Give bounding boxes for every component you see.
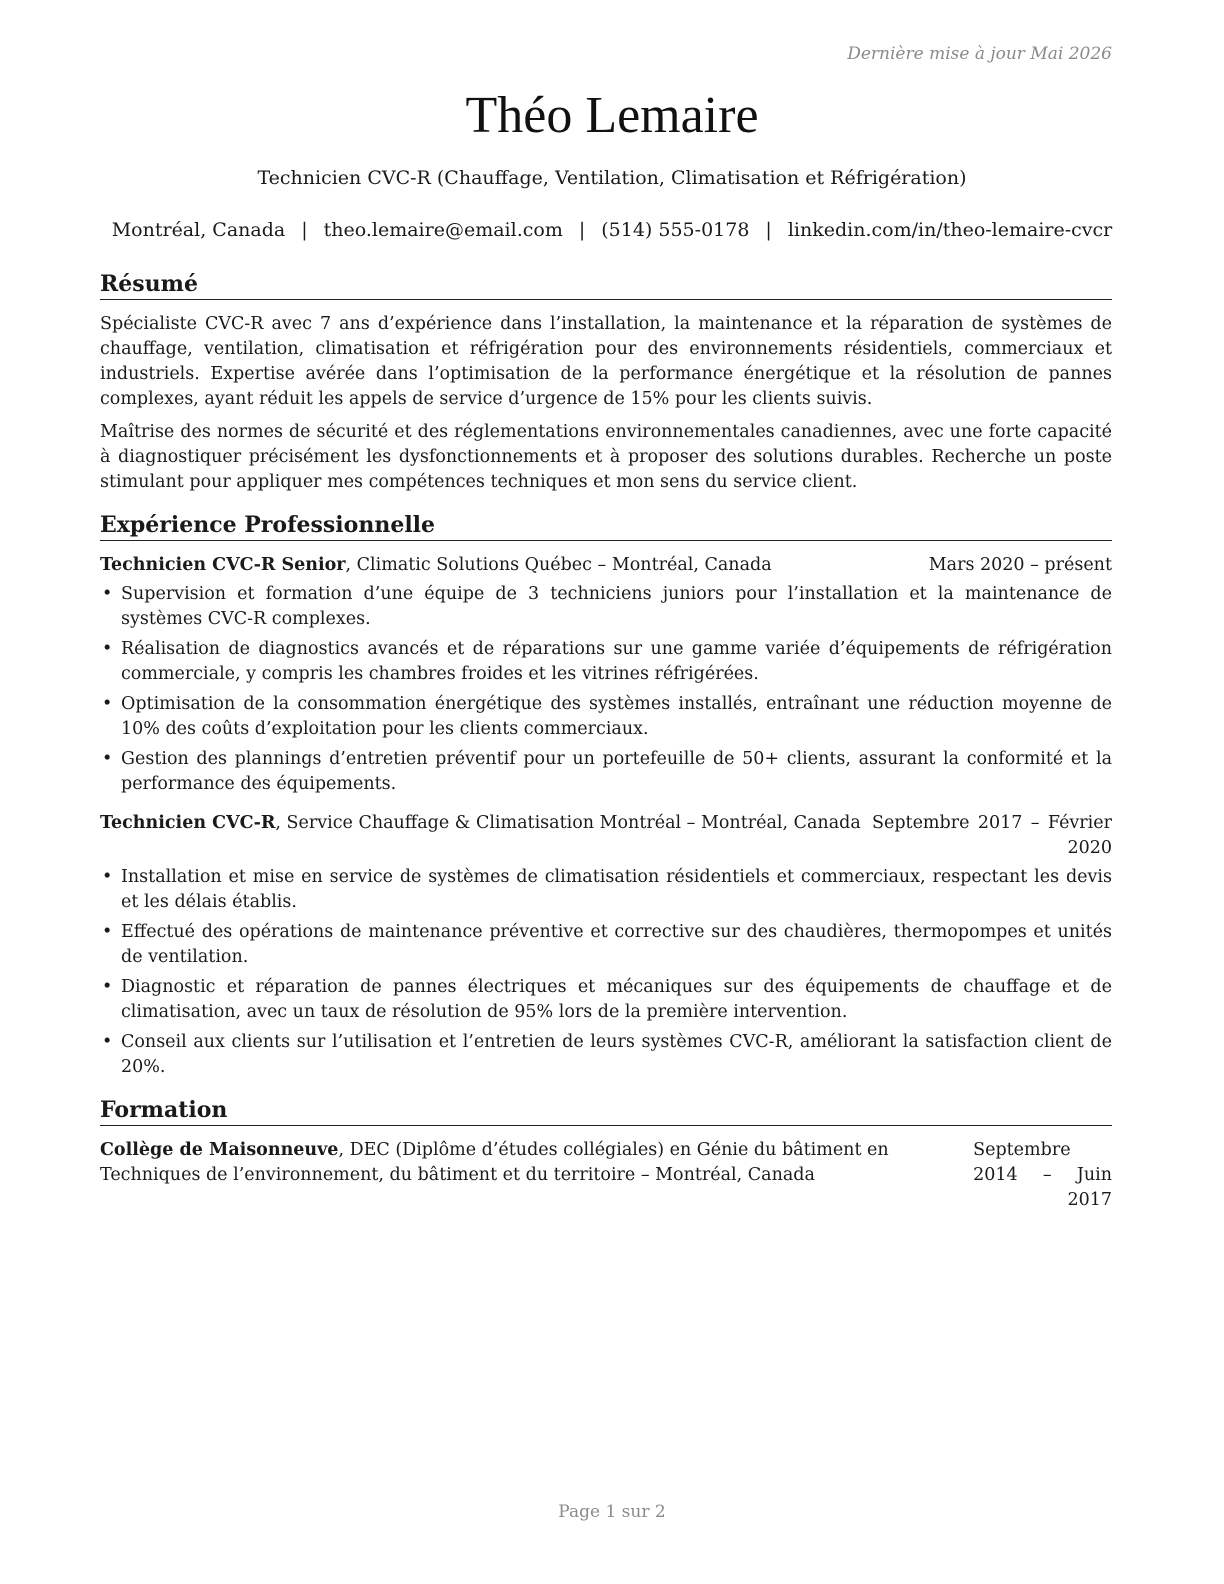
education-school: Collège de Maisonneuve	[100, 1140, 339, 1160]
contact-line	[0, 219, 1224, 241]
job-company: , Climatic Solutions Québec – Montréal, Canada	[345, 555, 772, 575]
job-role: Technicien CVC-R	[100, 813, 276, 833]
list-item: • Installation et mise en service de systèmes de climatisation résidentiels et commerciaux, respectant les devis et les délais établis.	[100, 865, 1112, 915]
education-entry	[100, 1138, 1112, 1213]
job-role: Technicien CVC-R Senior	[100, 555, 346, 575]
contact-separator: |	[765, 219, 772, 241]
summary-paragraph: Spécialiste CVC-R avec 7 ans d’expérience dans l’installation, la maintenance et la réparation de systèmes de chauffage, ventilation, climatisation et réfrigération pour des environnements résidentiels, commerciaux et industriels. Expertise avérée dans l’optimisation de la performance énergétique et la résolution de pannes complexes, ayant réduit les appels de service d’urgence de 15% pour les clients suivis.	[100, 314, 1112, 409]
job-header	[100, 811, 1112, 861]
job-entry	[100, 553, 1112, 797]
job-bullets	[100, 582, 1112, 797]
section-title-education: Formation	[100, 1096, 1112, 1126]
section-title-summary: Résumé	[100, 270, 1112, 300]
job-title-line	[100, 553, 772, 578]
job-company: , Service Chauffage & Climatisation Montréal – Montréal, Canada	[275, 813, 861, 833]
job-dates: Mars 2020 – présent	[928, 555, 1112, 575]
job-bullets	[100, 865, 1112, 1080]
page-number: Page 1 sur 2	[558, 1502, 666, 1522]
education-dates: Septembre 2014 – Juin 2017	[973, 1140, 1112, 1210]
resume-content	[100, 270, 1112, 1213]
contact-location: Montréal, Canada	[111, 219, 286, 241]
contact-phone: (514) 555-0178	[601, 219, 750, 241]
contact-separator: |	[301, 219, 308, 241]
education-section	[100, 1096, 1112, 1213]
section-title-experience: Expérience Professionnelle	[100, 511, 1112, 541]
contact-email[interactable]: theo.lemaire@email.com	[323, 219, 563, 241]
summary-paragraph: Maîtrise des normes de sécurité et des réglementations environnementales canadiennes, avec une forte capacité à diagnostiquer précisément les dysfonctionnements et à proposer des solutions durables. Recherche un poste stimulant pour appliquer mes compétences techniques et mon sens du service client.	[100, 422, 1112, 492]
list-item: • Optimisation de la consommation énergétique des systèmes installés, entraînant une réduction moyenne de 10% des coûts d’exploitation pour les clients commerciaux.	[100, 692, 1112, 742]
education-degree: , DEC (Diplôme d’études collégiales) en Génie du bâtiment en Techniques de l’environnement, du bâtiment et du territoire – Montréal, Canada	[100, 1140, 889, 1185]
job-header	[100, 553, 1112, 578]
last-updated-note: Dernière mise à jour Mai 2026	[847, 44, 1112, 64]
job-subtitle: Technicien CVC-R (Chauffage, Ventilation, Climatisation et Réfrigération)	[257, 167, 967, 189]
list-item: • Diagnostic et réparation de pannes électriques et mécaniques sur des équipements de chauffage et de climatisation, avec un taux de résolution de 95% lors de la première intervention.	[100, 975, 1112, 1025]
job-dates: Septembre 2017 – Février 2020	[872, 813, 1112, 858]
list-item: • Gestion des plannings d’entretien préventif pour un portefeuille de 50+ clients, assurant la conformité et la performance des équipements.	[100, 747, 1112, 797]
list-item: • Conseil aux clients sur l’utilisation et l’entretien de leurs systèmes CVC-R, améliorant la satisfaction client de 20%.	[100, 1030, 1112, 1080]
job-title-line	[100, 811, 861, 861]
contact-separator: |	[578, 219, 586, 241]
job-entry	[100, 811, 1112, 1080]
experience-section	[100, 511, 1112, 1080]
summary-section	[100, 270, 1112, 495]
candidate-name: Théo Lemaire	[465, 87, 759, 144]
education-description	[100, 1138, 973, 1213]
list-item: • Effectué des opérations de maintenance préventive et corrective sur des chaudières, thermopompes et unités de ventilation.	[100, 920, 1112, 970]
list-item: • Supervision et formation d’une équipe de 3 techniciens juniors pour l’installation et la maintenance de systèmes CVC-R complexes.	[100, 582, 1112, 632]
list-item: • Réalisation de diagnostics avancés et de réparations sur une gamme variée d’équipements de réfrigération commerciale, y compris les chambres froides et les vitrines réfrigérées.	[100, 637, 1112, 687]
contact-linkedin[interactable]: linkedin.com/in/theo-lemaire-cvcr	[787, 219, 1113, 241]
